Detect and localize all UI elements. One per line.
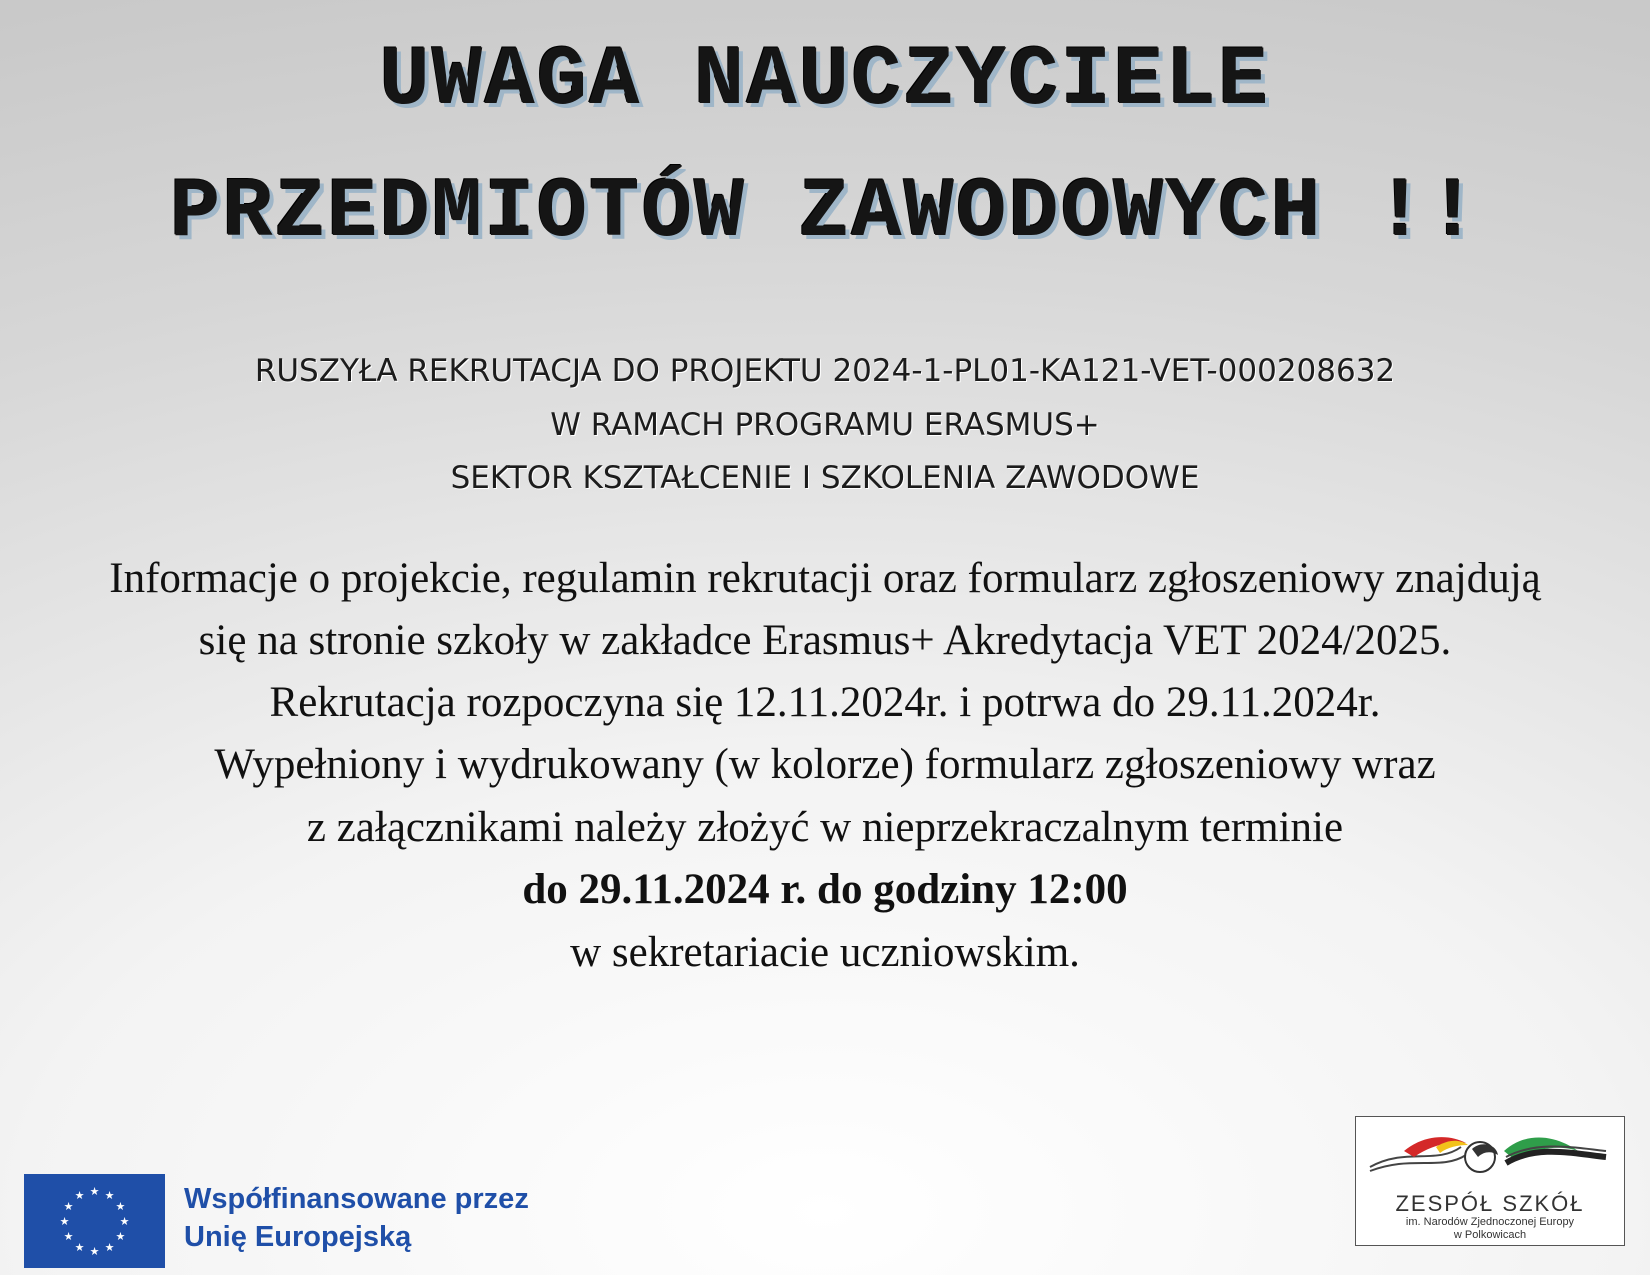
eu-label-line-1: Współfinansowane przez [184,1183,529,1215]
eu-flag-icon [24,1174,165,1268]
eu-star-icon: ★ [63,1200,74,1213]
eu-stars-icon [24,1174,165,1268]
school-patron: im. Narodów Zjednoczonej Europy [1405,1216,1575,1228]
project-recruitment-line: RUSZYŁA REKRUTACJA DO PROJEKTU 2024-1-PL01-KA121-VET-000208632 [254,353,1396,389]
eu-star-icon: ★ [74,1189,85,1203]
eu-star-icon: ★ [119,1215,130,1228]
title-line-2: PRZEDMIOTÓW ZAWODOWYCH !! [169,166,1481,261]
school-name: ZESPÓŁ SZKÓŁ [1395,1191,1585,1216]
eu-star-icon: ★ [59,1215,70,1228]
body-line-3: Rekrutacja rozpoczyna się 12.11.2024r. i potrwa do 29.11.2024r. [269,679,1381,726]
body-line-4: Wypełniony i wydrukowany (w kolorze) formularz zgłoszeniowy wraz [214,741,1436,788]
eu-star-icon: ★ [89,1185,100,1198]
program-line: W RAMACH PROGRAMU ERASMUS+ [550,407,1100,443]
body-line-2: się na stronie szkoły w zakładce Erasmus+ Akredytacja VET 2024/2025. [198,617,1452,664]
eu-label-line-2: Unię Europejską [184,1221,412,1253]
school-logo [1355,1116,1625,1246]
eu-cofinanced-label [184,1180,529,1256]
body-line-7: w sekretariacie uczniowskim. [570,929,1080,976]
deadline-line: do 29.11.2024 r. do godziny 12:00 [522,866,1128,913]
eu-star-icon: ★ [104,1240,115,1254]
body-line-5: z załącznikami należy złożyć w nieprzekraczalnym terminie [306,804,1344,851]
sector-line: SEKTOR KSZTAŁCENIE I SZKOLENIA ZAWODOWE [450,460,1200,496]
eu-star-icon: ★ [115,1230,126,1243]
eu-star-icon: ★ [104,1189,115,1203]
school-location: w Polkowicach [1453,1229,1527,1241]
eu-star-icon: ★ [63,1230,74,1243]
eagle-wave-logo-icon [1356,1117,1624,1189]
title-line-1: UWAGA NAUCZYCIELE [379,34,1271,129]
eu-star-icon: ★ [89,1245,100,1258]
eu-star-icon: ★ [74,1240,85,1254]
body-line-1: Informacje o projekcie, regulamin rekrutacji oraz formularz zgłoszeniowy znajdują [109,555,1541,602]
eu-star-icon: ★ [115,1200,126,1213]
